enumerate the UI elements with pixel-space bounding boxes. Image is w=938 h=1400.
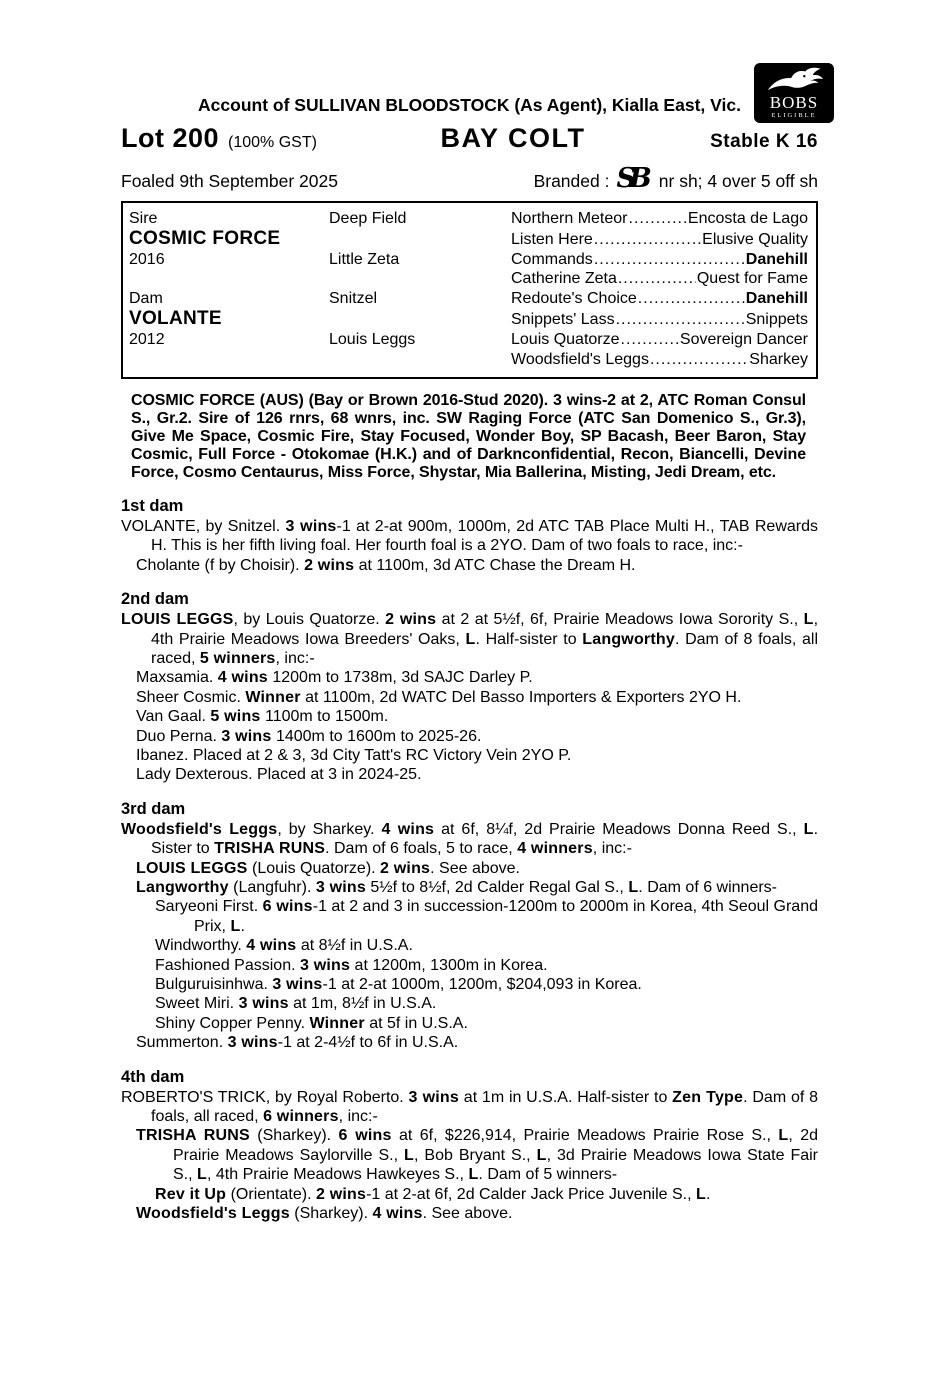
great-grandparent: Catherine Zeta	[511, 270, 617, 288]
bobs-logo-subtitle: ELIGIBLE	[771, 111, 817, 119]
gg-grandparent: Elusive Quality	[702, 230, 808, 248]
dot-leader	[638, 289, 745, 309]
section-1st-dam	[121, 497, 818, 575]
pedigree-entry: Woodsfield's Leggs (Sharkey). 4 wins. See above.	[136, 1205, 513, 1223]
foaled-date: Foaled 9th September 2025	[121, 171, 338, 191]
stable-number: Stable K 16	[710, 131, 818, 152]
lot-block	[121, 123, 383, 154]
gg-grandparent: Danehill	[745, 290, 808, 308]
great-grandparent: Commands	[511, 250, 593, 268]
dot-leader	[650, 350, 748, 370]
sire-name: COSMIC FORCE	[129, 227, 281, 249]
dot-leader	[629, 209, 687, 229]
great-grandparent: Louis Quatorze	[511, 330, 620, 348]
pedigree-entry: Rev it Up (Orientate). 2 wins-1 at 2-at 6f, 2d Calder Jack Price Juvenile S., L.	[155, 1185, 711, 1203]
pedigree-entry: LOUIS LEGGS (Louis Quatorze). 2 wins. See above.	[136, 859, 520, 877]
pedigree-entry: Lady Dexterous. Placed at 3 in 2024-25.	[136, 766, 422, 784]
dot-leader	[618, 269, 696, 289]
dot-leader	[616, 310, 745, 330]
pedigree-entry: TRISHA RUNS (Sharkey). 6 wins at 6f, $226,914, Prairie Meadows Prairie Rose S., L, 2d Prairie Meadows Saylorville S., L, Bob Bryant S., L, 3d Prairie Meadows Iowa State Fair S., L, 4th Prairie Meadows Hawkeyes S., L. Dam of 5 winners-	[136, 1127, 819, 1184]
pedigree-entry: Windworthy. 4 wins at 8½f in U.S.A.	[155, 937, 413, 955]
pedigree-row	[129, 229, 808, 250]
granddam-name: Little Zeta	[329, 250, 400, 268]
branded-label: Branded :	[533, 171, 610, 191]
lot-number: Lot 200	[121, 123, 220, 153]
section-heading: 4th dam	[121, 1067, 185, 1086]
great-grandparent: Listen Here	[511, 230, 593, 248]
pedigree-entry: Shiny Copper Penny. Winner at 5f in U.S.A.	[155, 1014, 468, 1032]
section-entries	[121, 820, 818, 1053]
dot-leader	[594, 230, 701, 250]
pedigree-row	[129, 250, 808, 270]
dam-role-label: Dam	[129, 290, 163, 308]
pedigree-row	[129, 350, 808, 370]
pedigree-entry: Ibanez. Placed at 2 & 3, 3d City Tatt's RC Victory Vein 2YO P.	[136, 746, 572, 764]
sire-year: 2016	[129, 250, 165, 268]
gg-grandparent: Sovereign Dancer	[679, 330, 808, 348]
pedigree-entry: Langworthy (Langfuhr). 3 wins 5½f to 8½f, 2d Calder Regal Gal S., L. Dam of 6 winners-	[136, 879, 778, 896]
bobs-logo-title: BOBS	[769, 92, 819, 112]
branded-info	[534, 165, 818, 192]
grandsire-name: Deep Field	[329, 210, 407, 227]
pedigree-entry: VOLANTE, by Snitzel. 3 wins-1 at 2-at 900m, 1000m, 2d ATC TAB Place Multi H., TAB Rewards H. This is her fifth living foal. Her fourth foal is a 2YO. Dam of two foals to race, inc:-	[121, 517, 819, 555]
pedigree-entry: LOUIS LEGGS, by Louis Quatorze. 2 wins at 2 at 5½f, 6f, Prairie Meadows Iowa Sorority S., L, 4th Prairie Meadows Iowa Breeders' Oaks, L. Half-sister to Langworthy. Dam of 8 foals, all raced, 5 winners, inc:-	[121, 611, 819, 667]
great-grandparent: Northern Meteor	[511, 210, 628, 227]
section-heading: 3rd dam	[121, 799, 186, 818]
sire-summary: COSMIC FORCE (AUS) (Bay or Brown 2016-Stud 2020). 3 wins-2 at 2, ATC Roman Consul S., Gr.2. Sire of 126 rnrs, 68 wnrs, inc. SW Raging Force (ATC San Domenico S., Gr.3), Give Me Space, Cosmic Fire, Stay Focused, Wonder Boy, SP Bacash, Beer Baron, Stay Cosmic, Full Force - Otokomae (H.K.) and of Darknconfidential, Recon, Biancelli, Devine Force, Cosmo Centaurus, Miss Force, Shystar, Mia Ballerina, Misting, Jedi Dream, etc.	[131, 392, 806, 481]
gg-grandparent: Danehill	[745, 250, 808, 268]
pedigree-entry: Sweet Miri. 3 wins at 1m, 8½f in U.S.A.	[155, 995, 437, 1013]
great-grandparent: Snippets' Lass	[511, 310, 615, 328]
foaled-row	[121, 165, 818, 192]
dot-leader	[594, 250, 745, 270]
pedigree-entry: Van Gaal. 5 wins 1100m to 1500m.	[136, 708, 389, 726]
pedigree-row	[129, 309, 808, 330]
gg-grandparent: Sharkey	[749, 350, 808, 368]
pedigree-entry: Sheer Cosmic. Winner at 1100m, 2d WATC Del Basso Importers & Exporters 2YO H.	[136, 688, 742, 706]
pedigree-entry: Bulguruisinhwa. 3 wins-1 at 2-at 1000m, 1200m, $204,093 in Korea.	[155, 976, 642, 994]
pedigree-entry: ROBERTO'S TRICK, by Royal Roberto. 3 wins at 1m in U.S.A. Half-sister to Zen Type. Dam of 8 foals, all raced, 6 winners, inc:-	[121, 1088, 818, 1126]
section-heading: 2nd dam	[121, 590, 189, 609]
section-heading: 1st dam	[121, 496, 184, 515]
section-entries	[121, 517, 818, 575]
granddam-name: Louis Leggs	[329, 330, 416, 348]
pedigree-entry: Duo Perna. 3 wins 1400m to 1600m to 2025-26.	[136, 727, 482, 745]
pedigree-row	[129, 269, 808, 289]
dot-leader	[621, 330, 679, 350]
damsire-name: Snitzel	[329, 290, 378, 308]
dam-name: VOLANTE	[129, 307, 222, 329]
lot-row	[121, 123, 818, 154]
pedigree-table	[121, 201, 818, 379]
brand-monogram-icon: SB	[616, 163, 645, 194]
gst-note: (100% GST)	[228, 134, 317, 151]
pedigree-row	[129, 330, 808, 350]
brand-description: nr sh; 4 over 5 off sh	[658, 171, 818, 191]
gg-grandparent: Quest for Fame	[696, 270, 808, 288]
pedigree-entry: Saryeoni First. 6 wins-1 at 2 and 3 in succession-1200m to 2000m in Korea, 4th Seoul Grand Prix, L.	[155, 898, 819, 935]
account-line: Account of SULLIVAN BLOODSTOCK (As Agent), Kialla East, Vic.	[198, 95, 741, 115]
great-grandparent: Woodsfield's Leggs	[511, 350, 649, 368]
section-entries	[121, 1088, 818, 1224]
pedigree-entry: Woodsfield's Leggs, by Sharkey. 4 wins at 6f, 8¼f, 2d Prairie Meadows Donna Reed S., L. Sister to TRISHA RUNS. Dam of 6 foals, 5 to race, 4 winners, inc:-	[121, 820, 819, 858]
section-entries	[121, 610, 818, 785]
pedigree-entry: Cholante (f by Choisir). 2 wins at 1100m, 3d ATC Chase the Dream H.	[136, 556, 636, 574]
section-4th-dam	[121, 1068, 818, 1224]
horse-head-icon	[764, 66, 824, 92]
gg-grandparent: Encosta de Lago	[687, 210, 808, 227]
pedigree-row	[129, 289, 808, 309]
great-grandparent: Redoute's Choice	[511, 290, 637, 308]
pedigree-entry: Summerton. 3 wins-1 at 2-4½f to 6f in U.S.A.	[136, 1034, 459, 1052]
pedigree-entry: Maxsamia. 4 wins 1200m to 1738m, 3d SAJC Darley P.	[136, 669, 533, 687]
pedigree-entry: Fashioned Passion. 3 wins at 1200m, 1300m in Korea.	[155, 956, 548, 974]
section-3rd-dam	[121, 800, 818, 1053]
page-title: BAY COLT	[440, 123, 586, 153]
gg-grandparent: Snippets	[745, 310, 808, 328]
pedigree-row	[129, 209, 808, 229]
dam-year: 2012	[129, 330, 165, 348]
sire-role-label: Sire	[129, 210, 158, 227]
section-2nd-dam	[121, 590, 818, 785]
